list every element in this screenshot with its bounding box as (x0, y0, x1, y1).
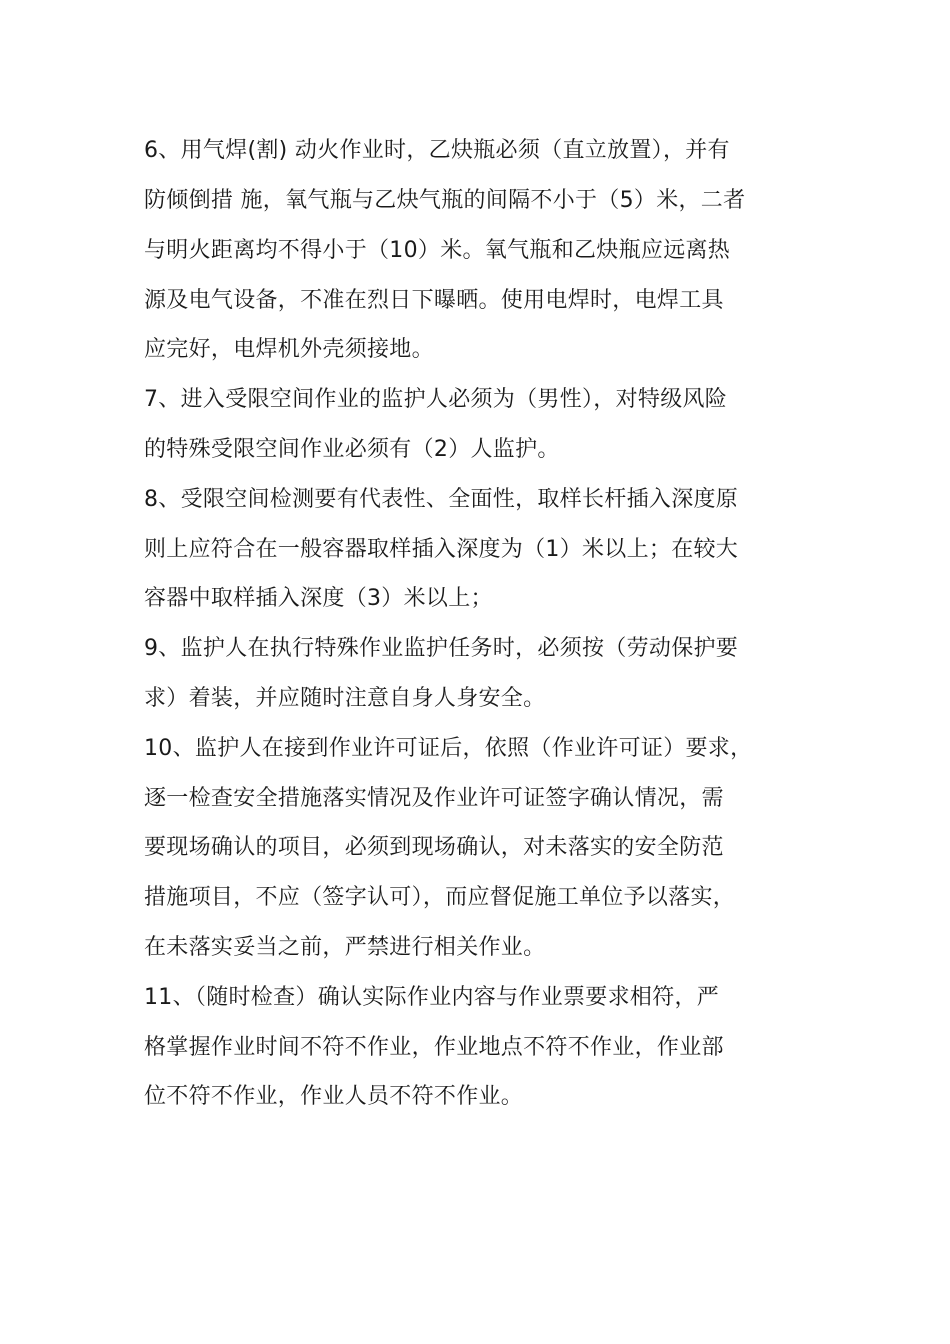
paragraph-6-line-3: 与明火距离均不得小于（10）米。氧气瓶和乙炔瓶应远离热 (144, 238, 731, 263)
paragraph-11-line-3: 位不符不作业，作业人员不符不作业。 (144, 1084, 524, 1109)
paragraph-6-line-4: 源及电气设备，不准在烈日下曝晒。使用电焊时，电焊工具 (144, 288, 724, 313)
paragraph-9-line-1: 9、监护人在执行特殊作业监护任务时，必须按（劳动保护要 (144, 636, 739, 661)
paragraph-8-line-3: 容器中取样插入深度（3）米以上； (144, 586, 493, 611)
paragraph-6-line-1: 6、用气焊(割) 动火作业时，乙炔瓶必须（直立放置），并有 (144, 138, 730, 163)
paragraph-6-line-2: 防倾倒措 施，氧气瓶与乙炔气瓶的间隔不小于（5）米，二者 (144, 188, 746, 213)
paragraph-10-line-3: 要现场确认的项目，必须到现场确认，对未落实的安全防范 (144, 835, 724, 860)
paragraph-10-line-1: 10、监护人在接到作业许可证后，依照（作业许可证）要求， (144, 736, 753, 761)
paragraph-8-line-2: 则上应符合在一般容器取样插入深度为（1）米以上；在较大 (144, 537, 739, 562)
paragraph-10-line-4: 措施项目，不应（签字认可），而应督促施工单位予以落实， (144, 885, 736, 910)
paragraph-10-line-5: 在未落实妥当之前，严禁进行相关作业。 (144, 935, 546, 960)
paragraph-10-line-2: 逐一检查安全措施落实情况及作业许可证签字确认情况，需 (144, 786, 724, 811)
paragraph-9-line-2: 求）着装，并应随时注意自身人身安全。 (144, 686, 546, 711)
paragraph-7-line-1: 7、进入受限空间作业的监护人必须为（男性），对特级风险 (144, 387, 728, 412)
paragraph-11-line-2: 格掌握作业时间不符不作业，作业地点不符不作业，作业部 (144, 1035, 724, 1060)
paragraph-6-line-5: 应完好，电焊机外壳须接地。 (144, 337, 434, 362)
paragraph-7-line-2: 的特殊受限空间作业必须有（2）人监护。 (144, 437, 560, 462)
paragraph-11-line-1: 11、（随时检查）确认实际作业内容与作业票要求相符，严 (144, 985, 720, 1010)
paragraph-8-line-1: 8、受限空间检测要有代表性、全面性，取样长杆插入深度原 (144, 487, 739, 512)
